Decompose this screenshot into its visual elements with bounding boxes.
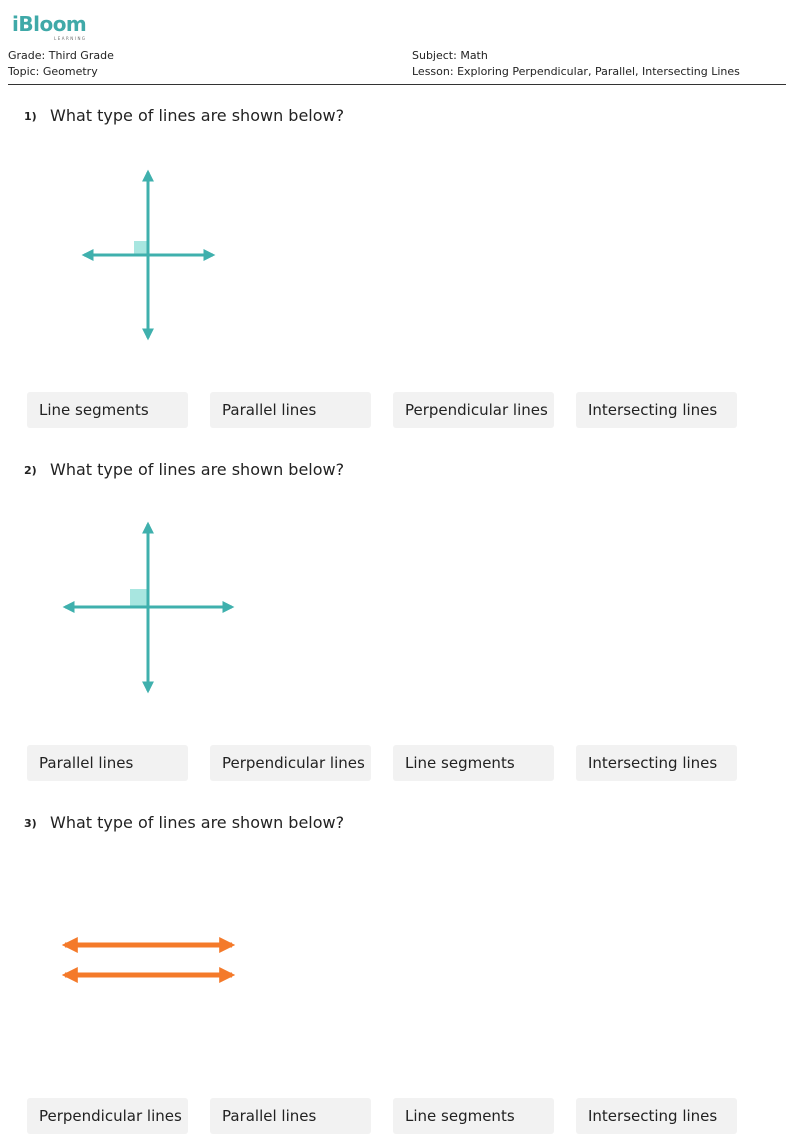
topic-label: Topic: Geometry [8,65,98,78]
question-number: 3) [24,817,37,830]
header-left [8,48,114,80]
right-angle-marker [130,589,148,607]
answer-option[interactable]: Line segments [393,745,554,781]
logo-tagline: LEARNING [54,36,87,41]
answer-option[interactable]: Intersecting lines [576,745,737,781]
answer-option[interactable]: Parallel lines [27,745,188,781]
answer-option[interactable]: Perpendicular lines [210,745,371,781]
answer-option[interactable]: Parallel lines [210,392,371,428]
logo [12,12,92,44]
header-right [412,48,740,80]
grade-label: Grade: Third Grade [8,49,114,62]
subject-label: Subject: Math [412,49,488,62]
question-text: What type of lines are shown below? [50,460,345,479]
answer-option[interactable]: Line segments [27,392,188,428]
answer-option[interactable]: Intersecting lines [576,392,737,428]
answer-option[interactable]: Parallel lines [210,1098,371,1134]
question-number: 2) [24,464,37,477]
question-text: What type of lines are shown below? [50,813,345,832]
question-text: What type of lines are shown below? [50,106,345,125]
answer-option[interactable]: Line segments [393,1098,554,1134]
question-number: 1) [24,110,37,123]
answer-option[interactable]: Perpendicular lines [393,392,554,428]
right-angle-marker [134,241,148,255]
lesson-label: Lesson: Exploring Perpendicular, Parallel, Intersecting Lines [412,65,740,78]
header-divider [8,84,786,85]
answer-option[interactable]: Intersecting lines [576,1098,737,1134]
logo-text: iBloom [12,12,87,36]
answer-option[interactable]: Perpendicular lines [27,1098,188,1134]
